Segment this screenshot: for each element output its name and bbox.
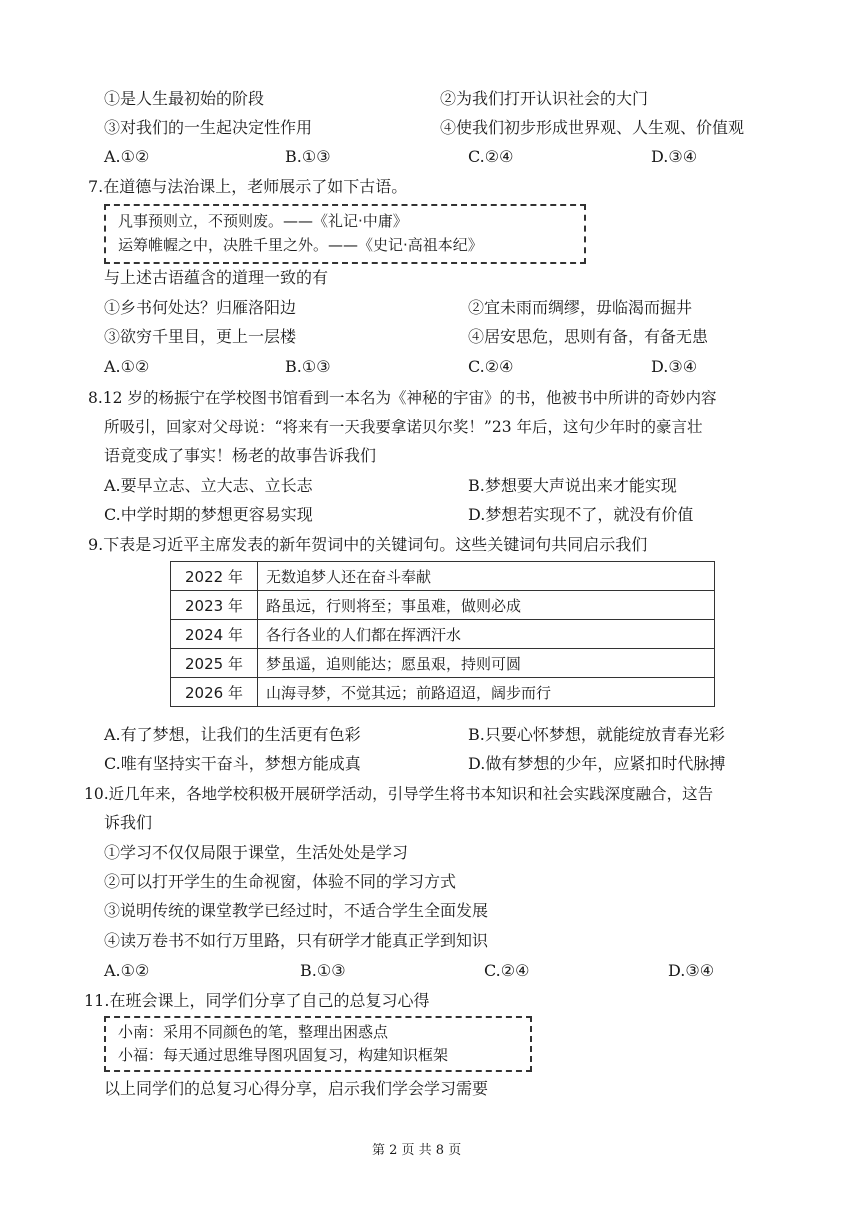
q10-option-1: ①学习不仅仅局限于课堂，生活处处是学习 (104, 843, 409, 862)
q9-choice-a: A.有了梦想，让我们的生活更有色彩 (104, 725, 361, 744)
q7-option-4: ④居安思危，思则有备，有备无患 (468, 327, 709, 346)
q10-choice-d: D.③④ (668, 961, 715, 980)
q8-stem-line-2: 所吸引，回家对父母说：“将来有一天我要拿诺贝尔奖！”23 年后，这句少年时的豪言壮 (104, 418, 703, 436)
q6-option-4: ④使我们初步形成世界观、人生观、价值观 (440, 118, 745, 137)
table-phrase-cell: 各行各业的人们都在挥洒汗水 (258, 620, 715, 649)
q11-question: 以上同学们的总复习心得分享，启示我们学会学习需要 (104, 1079, 489, 1098)
table-year-cell: 2023 年 (171, 591, 258, 620)
q7-stem: 7.在道德与法治课上，老师展示了如下古语。 (88, 177, 408, 196)
q11-quote-2: 小福：每天通过思维导图巩固复习，构建知识框架 (118, 1046, 449, 1064)
q7-question: 与上述古语蕴含的道理一致的有 (104, 268, 329, 287)
q7-quote-2: 运筹帷幄之中，决胜千里之外。——《史记·高祖本纪》 (118, 236, 483, 254)
q7-option-3: ③欲穷千里目，更上一层楼 (104, 327, 297, 346)
q7-quote-1: 凡事预则立，不预则废。——《礼记·中庸》 (118, 212, 408, 230)
table-row (171, 620, 715, 649)
table-row (171, 591, 715, 620)
q11-quote-box (104, 1016, 532, 1072)
q10-choice-c: C.②④ (484, 961, 530, 980)
q8-stem-line-1: 8.12 岁的杨振宁在学校图书馆看到一本名为《神秘的宇宙》的书，他被书中所讲的奇妙内容 (88, 389, 717, 407)
q7-choice-a: A.①② (104, 357, 150, 376)
q6-choice-b: B.①③ (285, 147, 331, 166)
q8-choice-b: B.梦想要大声说出来才能实现 (468, 476, 677, 495)
q10-option-3: ③说明传统的课堂教学已经过时，不适合学生全面发展 (104, 901, 489, 920)
q6-choice-d: D.③④ (651, 147, 698, 166)
q10-stem-line-2: 诉我们 (104, 813, 153, 832)
table-row (171, 678, 715, 707)
q11-stem: 11.在班会课上，同学们分享了自己的总复习心得 (84, 991, 430, 1010)
table-phrase-cell: 山海寻梦，不觉其远；前路迢迢，阔步而行 (258, 678, 715, 707)
q8-choice-c: C.中学时期的梦想更容易实现 (104, 505, 313, 524)
table-year-cell: 2022 年 (171, 562, 258, 591)
q7-choice-b: B.①③ (285, 357, 331, 376)
q6-choice-c: C.②④ (468, 147, 514, 166)
q8-choice-a: A.要早立志、立大志、立长志 (104, 476, 313, 495)
q7-quote-box (104, 204, 586, 264)
q9-choice-b: B.只要心怀梦想，就能绽放青春光彩 (468, 725, 725, 744)
q7-option-2: ②宜未雨而绸缪，毋临渴而掘井 (468, 298, 693, 317)
q6-option-3: ③对我们的一生起决定性作用 (104, 118, 313, 137)
q10-option-4: ④读万卷书不如行万里路，只有研学才能真正学到知识 (104, 931, 489, 950)
q8-stem-line-3: 语竟变成了事实！杨老的故事告诉我们 (104, 446, 377, 465)
q10-option-2: ②可以打开学生的生命视窗，体验不同的学习方式 (104, 872, 457, 891)
q9-choice-d: D.做有梦想的少年，应紧扣时代脉搏 (468, 754, 726, 773)
q6-choice-a: A.①② (104, 147, 150, 166)
q7-choice-c: C.②④ (468, 357, 514, 376)
q10-stem-line-1: 10.近几年来，各地学校积极开展研学活动，引导学生将书本知识和社会实践深度融合，这告 (84, 785, 714, 803)
table-year-cell: 2025 年 (171, 649, 258, 678)
page-footer: 第 2 页 共 8 页 (372, 1143, 462, 1158)
q8-choice-d: D.梦想若实现不了，就没有价值 (468, 505, 694, 524)
table-year-cell: 2024 年 (171, 620, 258, 649)
table-phrase-cell: 梦虽遥，追则能达；愿虽艰，持则可圆 (258, 649, 715, 678)
q6-option-2: ②为我们打开认识社会的大门 (440, 89, 649, 108)
q9-stem: 9.下表是习近平主席发表的新年贺词中的关键词句。这些关键词句共同启示我们 (88, 535, 648, 554)
table-row (171, 649, 715, 678)
keyword-table (170, 561, 715, 707)
q10-choice-b: B.①③ (300, 961, 346, 980)
q11-quote-1: 小南：采用不同颜色的笔，整理出困惑点 (118, 1023, 389, 1041)
q7-choice-d: D.③④ (651, 357, 698, 376)
table-row (171, 562, 715, 591)
table-phrase-cell: 路虽远，行则将至；事虽难，做则必成 (258, 591, 715, 620)
table-year-cell: 2026 年 (171, 678, 258, 707)
q10-choice-a: A.①② (104, 961, 150, 980)
q9-choice-c: C.唯有坚持实干奋斗，梦想方能成真 (104, 754, 361, 773)
table-phrase-cell: 无数追梦人还在奋斗奉献 (258, 562, 715, 591)
q7-option-1: ①乡书何处达？归雁洛阳边 (104, 298, 297, 317)
q6-option-1: ①是人生最初始的阶段 (104, 89, 265, 108)
